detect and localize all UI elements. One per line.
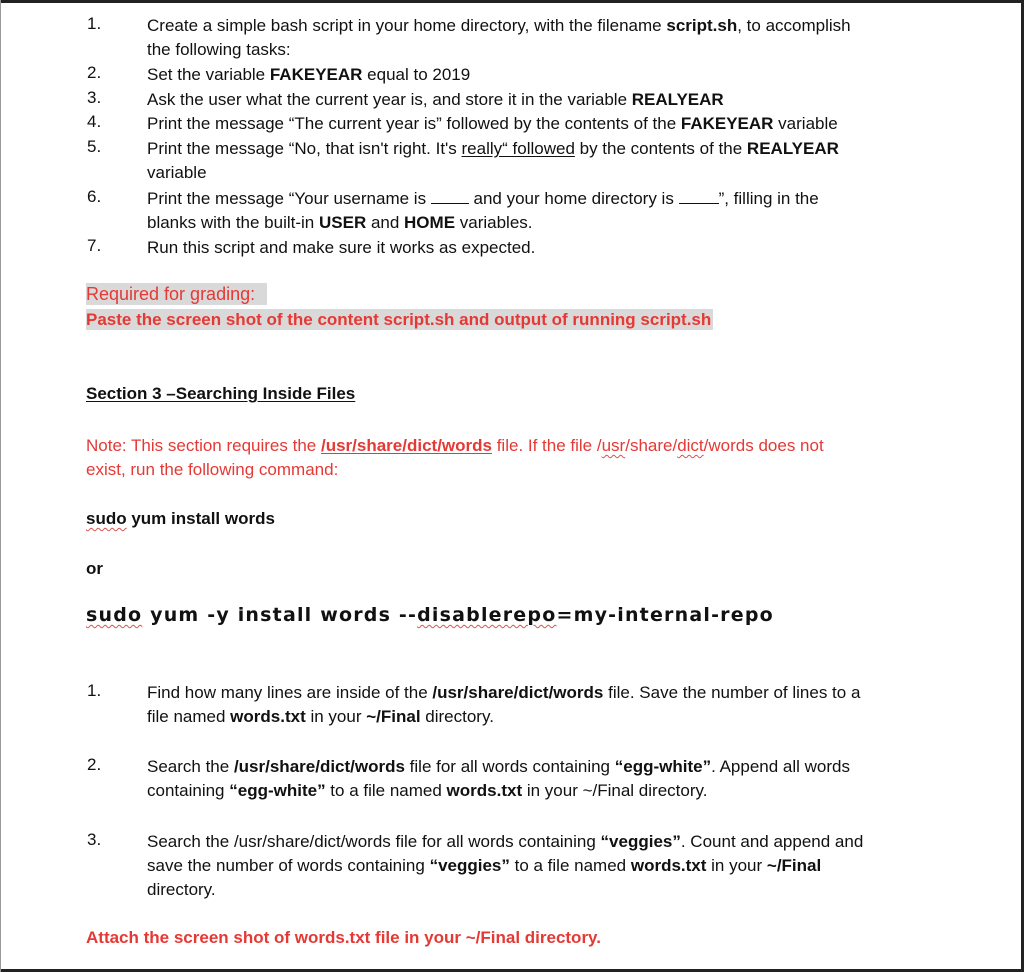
item-text: Search the /usr/share/dict/words file for all words containing “veggies”. Count and append and save the number of words containing “veggies” to a file named words.txt in your ~/Final directory. xyxy=(147,832,864,899)
item-text: Search the /usr/share/dict/words file for all words containing “egg-white”. Append all words containing “egg-white” to a file named words.txt in your ~/Final directory. xyxy=(147,757,850,800)
item-text: Run this script and make sure it works as expected. xyxy=(147,238,536,257)
attach-instruction: Attach the screen shot of words.txt file in your ~/Final directory. xyxy=(86,928,601,947)
section-heading: Section 3 –Searching Inside Files xyxy=(86,384,356,403)
item-number: 5. xyxy=(87,137,102,156)
item-text: Print the message “The current year is” followed by the contents of the FAKEYEAR variable xyxy=(147,114,838,133)
item-number: 4. xyxy=(87,112,102,131)
install-command: sudo yum install words xyxy=(86,509,275,528)
frame-border-left xyxy=(0,0,1,972)
frame-border-top xyxy=(0,0,1024,3)
item-number: 2. xyxy=(87,755,102,774)
item-text: Create a simple bash script in your home directory, with the filename script.sh, to accomplish the following tasks: xyxy=(147,16,851,59)
item-text: Set the variable FAKEYEAR equal to 2019 xyxy=(147,65,471,84)
path-link[interactable]: /usr/share/dict/words xyxy=(320,436,492,455)
item-number: 6. xyxy=(87,187,102,206)
item-text: Ask the user what the current year is, and store it in the variable REALYEAR xyxy=(147,90,724,109)
item-text: Print the message “No, that isn't right. It's really“ followed by the contents of the REALYEAR variable xyxy=(147,139,839,182)
item-number: 7. xyxy=(87,236,102,255)
item-number: 1. xyxy=(87,14,102,33)
item-number: 1. xyxy=(87,681,102,700)
item-number: 3. xyxy=(87,88,102,107)
blank-line xyxy=(431,189,469,204)
or-separator: or xyxy=(86,559,103,578)
required-text: Paste the screen shot of the content script.sh and output of running script.sh xyxy=(86,310,712,329)
blank-line xyxy=(679,189,719,204)
section-note: Note: This section requires the /usr/share/dict/words file. If the file /usr/share/dict/words does not exist, run the following command: xyxy=(86,436,824,479)
item-text: Find how many lines are inside of the /usr/share/dict/words file. Save the number of lines to a file named words.txt in your ~/Final directory. xyxy=(147,683,861,726)
item-text: Print the message “Your username is and your home directory is ”, filling in the blanks with the built-in USER and HOME variables. xyxy=(147,189,819,232)
required-label: Required for grading: xyxy=(86,284,267,305)
install-command-alt: sudo yum -y install words --disablerepo=my-internal-repo xyxy=(86,604,774,626)
item-number: 2. xyxy=(87,63,102,82)
item-number: 3. xyxy=(87,830,102,849)
